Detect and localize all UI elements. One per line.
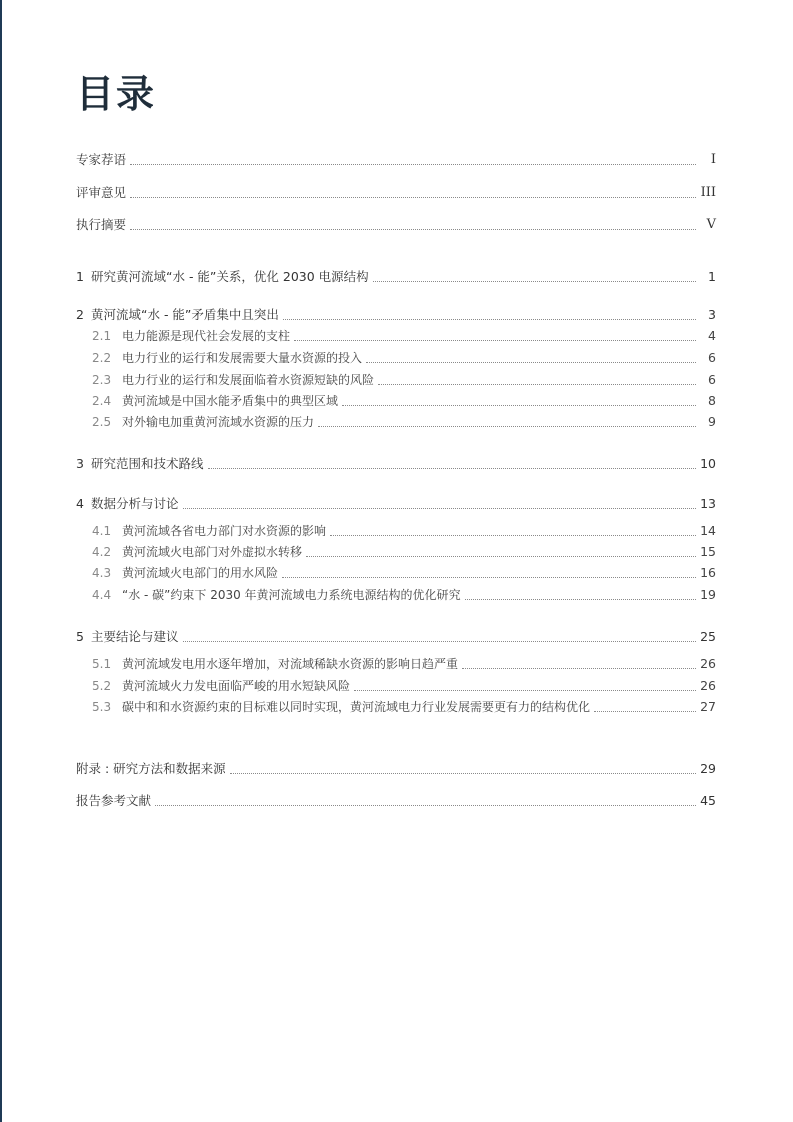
dot-leader: [130, 163, 696, 165]
toc-section-label: 电力行业的运行和发展需要大量水资源的投入: [122, 351, 363, 365]
dot-leader: [130, 228, 696, 230]
toc-section-number: 4.1: [92, 524, 112, 538]
toc-section-label: “水 - 碳”约束下 2030 年黄河流域电力系统电源结构的优化研究: [122, 588, 461, 602]
toc-entry-page: I: [710, 152, 716, 167]
toc-chapter-1[interactable]: [76, 268, 716, 286]
toc-section-page: 8: [708, 393, 716, 408]
dot-leader: [378, 383, 696, 385]
toc-section-label: 电力能源是现代社会发展的支柱: [122, 329, 291, 343]
toc-section-label: 碳中和和水资源约束的目标难以同时实现，黄河流域电力行业发展需要更有力的结构优化: [122, 700, 591, 714]
toc-entry-page: 29: [700, 761, 716, 776]
toc-section-4-1[interactable]: [92, 522, 716, 540]
toc-entry-label: 执行摘要: [76, 217, 127, 232]
toc-entry-page: V: [706, 217, 716, 232]
toc-section-2-3[interactable]: [92, 371, 716, 389]
toc-section-number: 5.3: [92, 700, 112, 714]
toc-entry-label: 附录 : 研究方法和数据来源: [76, 761, 226, 776]
toc-chapter-page: 13: [700, 496, 716, 511]
dot-leader: [208, 467, 696, 469]
toc-entry-page: 45: [700, 793, 716, 808]
toc-section-number: 4.4: [92, 588, 112, 602]
dot-leader: [306, 555, 696, 557]
toc-section-label: 电力行业的运行和发展面临着水资源短缺的风险: [122, 373, 375, 387]
dot-leader: [594, 710, 696, 712]
toc-section-number: 5.2: [92, 679, 112, 693]
toc-section-number: 5.1: [92, 657, 112, 671]
toc-chapter-label: 研究范围和技术路线: [91, 456, 204, 471]
toc-section-2-5[interactable]: [92, 413, 716, 431]
toc-section-number: 4.3: [92, 566, 112, 580]
toc-section-4-3[interactable]: [92, 564, 716, 582]
toc-section-5-1[interactable]: [92, 655, 716, 673]
toc-section-label: 黄河流域发电用水逐年增加，对流域稀缺水资源的影响日趋严重: [122, 657, 459, 671]
dot-leader: [342, 404, 696, 406]
toc-entry-label: 报告参考文献: [76, 793, 152, 808]
toc-section-number: 4.2: [92, 545, 112, 559]
dot-leader: [282, 576, 696, 578]
toc-section-number: 2.1: [92, 329, 112, 343]
toc-chapter-label: 数据分析与讨论: [91, 496, 179, 511]
dot-leader: [183, 507, 696, 509]
toc-section-2-4[interactable]: [92, 392, 716, 410]
toc-chapter-page: 25: [700, 629, 716, 644]
toc-chapter-5[interactable]: [76, 628, 716, 646]
toc-chapter-label: 黄河流域“水 - 能”矛盾集中且突出: [91, 307, 279, 322]
toc-section-number: 2.4: [92, 394, 112, 408]
toc-chapter-2[interactable]: [76, 306, 716, 324]
dot-leader: [465, 598, 696, 600]
toc-section-page: 15: [700, 544, 716, 559]
toc-entry-label: 评审意见: [76, 185, 127, 200]
toc-section-number: 2.5: [92, 415, 112, 429]
dot-leader: [354, 689, 696, 691]
toc-entry-label: 专家荐语: [76, 152, 127, 167]
toc-section-page: 26: [700, 678, 716, 693]
dot-leader: [373, 280, 696, 282]
dot-leader: [130, 196, 696, 198]
toc-section-2-2[interactable]: [92, 349, 716, 367]
toc-section-label: 对外输电加重黄河流域水资源的压力: [122, 415, 315, 429]
toc-section-page: 9: [708, 414, 716, 429]
toc-entry-review-opinions[interactable]: [76, 184, 716, 202]
toc-section-page: 14: [700, 523, 716, 538]
toc-entry-references[interactable]: [76, 792, 716, 810]
toc-section-page: 26: [700, 656, 716, 671]
toc-section-number: 2.2: [92, 351, 112, 365]
toc-section-5-3[interactable]: [92, 698, 716, 716]
toc-chapter-page: 1: [708, 269, 716, 284]
toc-chapter-4[interactable]: [76, 495, 716, 513]
toc-entry-page: III: [700, 185, 716, 200]
toc-section-label: 黄河流域火力发电面临严峻的用水短缺风险: [122, 679, 351, 693]
toc-chapter-number: 4: [76, 496, 84, 511]
dot-leader: [330, 534, 696, 536]
toc-entry-executive-summary[interactable]: [76, 216, 716, 234]
toc-section-label: 黄河流域是中国水能矛盾集中的典型区域: [122, 394, 339, 408]
toc-chapter-3[interactable]: [76, 455, 716, 473]
toc-chapter-label: 主要结论与建议: [91, 629, 179, 644]
toc-section-4-4[interactable]: [92, 586, 716, 604]
dot-leader: [230, 772, 696, 774]
toc-section-number: 2.3: [92, 373, 112, 387]
toc-chapter-page: 10: [700, 456, 716, 471]
toc-entry-appendix[interactable]: [76, 760, 716, 778]
toc-section-page: 6: [708, 350, 716, 365]
toc-section-page: 6: [708, 372, 716, 387]
toc-section-page: 16: [700, 565, 716, 580]
toc-section-4-2[interactable]: [92, 543, 716, 561]
toc-section-label: 黄河流域各省电力部门对水资源的影响: [122, 524, 327, 538]
toc-section-label: 黄河流域火电部门的用水风险: [122, 566, 279, 580]
dot-leader: [183, 640, 696, 642]
toc-entry-expert-recommendation[interactable]: [76, 151, 716, 169]
dot-leader: [155, 804, 696, 806]
toc-chapter-number: 5: [76, 629, 84, 644]
toc-section-page: 19: [700, 587, 716, 602]
toc-section-label: 黄河流域火电部门对外虚拟水转移: [122, 545, 303, 559]
dot-leader: [318, 425, 696, 427]
dot-leader: [283, 318, 696, 320]
dot-leader: [366, 361, 696, 363]
toc-chapter-number: 3: [76, 456, 84, 471]
left-edge-rule: [0, 0, 2, 1122]
dot-leader: [462, 667, 696, 669]
toc-section-5-2[interactable]: [92, 677, 716, 695]
page-title: 目录: [76, 72, 157, 116]
toc-chapter-number: 2: [76, 307, 84, 322]
toc-section-page: 27: [700, 699, 716, 714]
toc-section-2-1[interactable]: [92, 327, 716, 345]
toc-chapter-page: 3: [708, 307, 716, 322]
toc-section-page: 4: [708, 328, 716, 343]
toc-chapter-label: 研究黄河流域“水 - 能”关系，优化 2030 电源结构: [91, 269, 369, 284]
dot-leader: [294, 339, 696, 341]
toc-chapter-number: 1: [76, 269, 84, 284]
